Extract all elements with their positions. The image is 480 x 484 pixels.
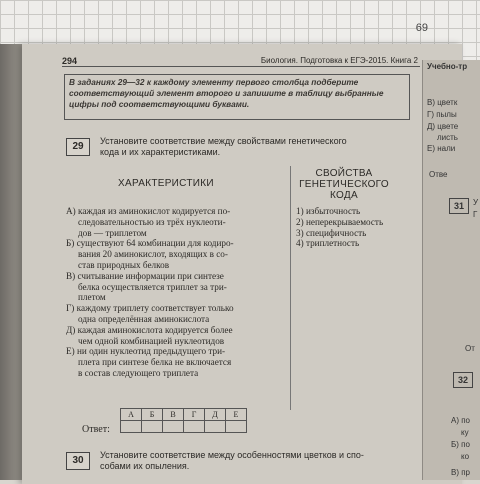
page-header [62, 56, 420, 67]
facing-answer-label: Отве [429, 170, 448, 179]
facing-item: В) цветк [427, 98, 458, 107]
facing-page-header: Учебно-тр [427, 62, 468, 71]
page-number: 294 [62, 56, 78, 66]
answer-letter-cell: Е [226, 409, 247, 421]
characteristic-line: белка осуществляется триплет за три- [78, 281, 227, 292]
facing-task-31-text: У [473, 198, 479, 207]
answer-entry-cell[interactable] [184, 421, 205, 433]
answer-letter-cell: Г [184, 409, 205, 421]
answer-letter-cell: Б [142, 409, 163, 421]
facing-task-31-text: Г [473, 210, 478, 219]
facing-item: ко [461, 452, 470, 461]
characteristic-line: Б) существуют 64 комбинации для кодиро- [66, 238, 234, 249]
characteristic-line: А) каждая из аминокислот кодируется по- [66, 206, 231, 216]
characteristic-line: одна определённая аминокислота [78, 313, 210, 324]
characteristic-e [66, 346, 288, 378]
task-29-text-line-1: Установите соответствие между свойствами генетического [100, 136, 347, 146]
answer-entry-cell[interactable] [163, 421, 184, 433]
characteristic-line: плетом [78, 292, 106, 303]
facing-item: ку [461, 428, 469, 437]
characteristics-column-title: ХАРАКТЕРИСТИКИ [118, 178, 214, 189]
characteristic-line: став природных белков [78, 259, 170, 270]
characteristic-g [66, 303, 288, 325]
answer-entry-cell[interactable] [142, 421, 163, 433]
characteristic-line: Г) каждому триплету соответствует только [66, 303, 234, 314]
characteristic-line: вания 20 аминокислот, входящих в со- [78, 249, 228, 260]
properties-column-title [296, 168, 392, 201]
answer-letter-cell: В [163, 409, 184, 421]
task-30-number: 30 [66, 452, 90, 470]
characteristic-b [66, 238, 288, 270]
answer-entry-cell[interactable] [205, 421, 226, 433]
task-30-text-line-1: Установите соответствие между особенностями цветков и спо- [100, 450, 364, 460]
characteristic-line: чем одной комбинацией нуклеотидов [78, 335, 225, 346]
answer-label: Ответ: [82, 424, 110, 435]
properties-list [296, 206, 420, 249]
task-30-text-line-2: собами их опыления. [100, 461, 190, 471]
answer-letter-cell: А [121, 409, 142, 421]
instruction-box: В заданиях 29—32 к каждому элементу первого столбца подберите соответствующий элемент второго и запишите в таблицу выбранные цифры под соответствующими буквами. [64, 74, 410, 120]
facing-item: листь [437, 133, 458, 142]
book-title: Биология. Подготовка к ЕГЭ-2015. Книга 2 [260, 56, 418, 65]
task-29-number: 29 [66, 138, 90, 156]
property-item: 2) неперекрываемость [296, 216, 384, 227]
property-item: 4) триплетность [296, 238, 360, 249]
characteristic-line: Е) ни один нуклеотид предыдущего три- [66, 346, 226, 357]
task-31-number: 31 [449, 198, 469, 214]
characteristic-line: Д) каждая аминокислота кодируется более [66, 324, 233, 335]
book-spine-shadow [0, 44, 24, 480]
property-item: 1) избыточность [296, 206, 361, 216]
answer-letter-cell: Д [205, 409, 226, 421]
characteristic-d [66, 325, 288, 347]
task-29-text-line-2: кода и их характеристиками. [100, 147, 221, 157]
answer-entry-cell[interactable] [121, 421, 142, 433]
characteristic-line: дов — триплетом [78, 227, 147, 238]
facing-item: А) по [451, 416, 471, 425]
task-32-number: 32 [453, 372, 473, 388]
facing-item: В) пр [451, 468, 471, 477]
column-divider [290, 166, 291, 410]
facing-page [422, 60, 480, 480]
characteristic-line: следовательностью из трёх нуклеоти- [78, 216, 226, 227]
facing-item: Б) по [451, 440, 470, 449]
characteristics-list [66, 206, 288, 379]
properties-title-line: КОДА [330, 190, 358, 201]
characteristic-line: в состав следующего триплета [78, 367, 199, 378]
characteristic-v [66, 271, 288, 303]
property-item: 3) специфичность [296, 227, 367, 238]
properties-title-line: ГЕНЕТИЧЕСКОГО [299, 179, 389, 190]
facing-item: Г) пылы [427, 110, 457, 119]
answer-table [120, 408, 247, 433]
characteristic-line: плета при синтезе белка не включается [78, 357, 232, 368]
characteristic-line: В) считывание информации при синтезе [66, 270, 224, 281]
top-page-number: 69 [415, 22, 428, 34]
facing-answer-label: От [465, 344, 475, 353]
facing-item: Д) цвете [427, 122, 459, 131]
facing-item: Е) нали [427, 144, 456, 153]
characteristic-a [66, 206, 288, 238]
properties-title-line: СВОЙСТВА [315, 168, 373, 179]
answer-entry-cell[interactable] [226, 421, 247, 433]
